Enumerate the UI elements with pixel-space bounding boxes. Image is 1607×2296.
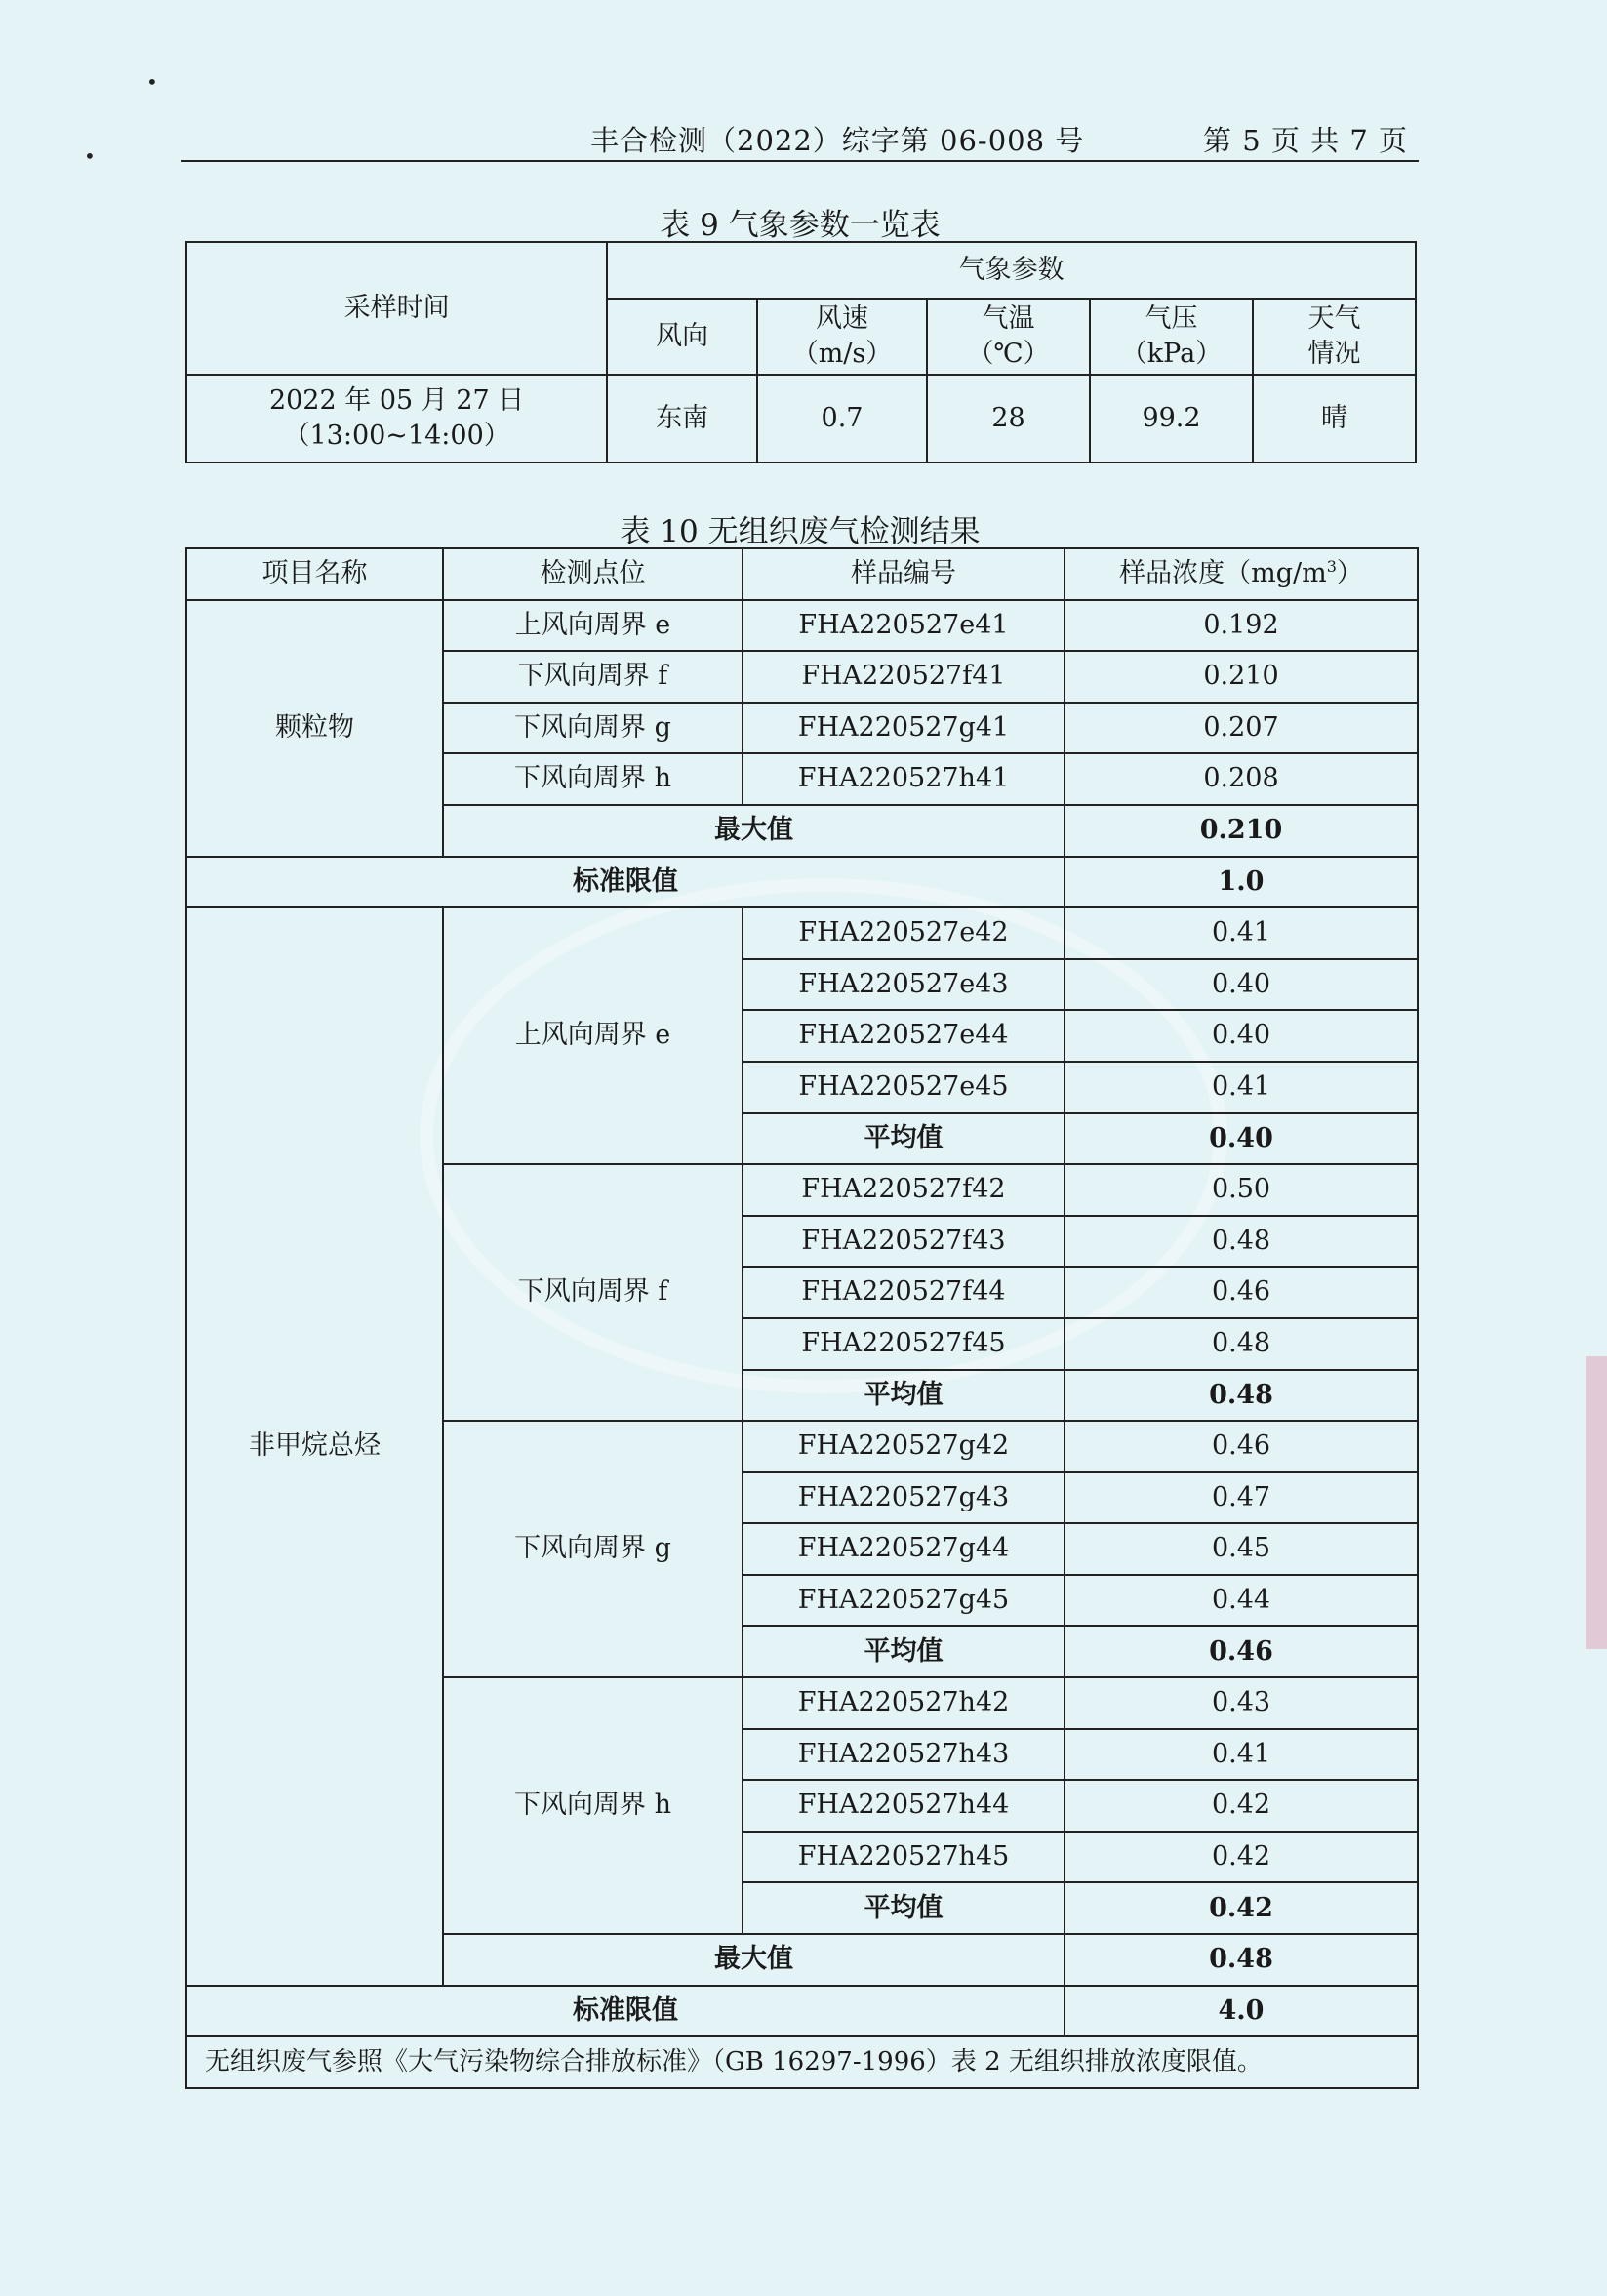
value-cell: 0.42 bbox=[1065, 1780, 1418, 1832]
value-cell: 0.44 bbox=[1065, 1575, 1418, 1627]
value-cell: 0.42 bbox=[1065, 1832, 1418, 1883]
point-cell: 下风向周界 g bbox=[443, 703, 743, 754]
max-label: 最大值 bbox=[443, 1934, 1065, 1986]
max-value: 0.48 bbox=[1065, 1934, 1418, 1986]
value-cell: 0.41 bbox=[1065, 907, 1418, 959]
value-cell: 0.43 bbox=[1065, 1677, 1418, 1729]
results-table bbox=[185, 547, 1419, 2089]
sample-cell: FHA220527f44 bbox=[743, 1267, 1065, 1318]
point-header: 检测点位 bbox=[443, 548, 743, 600]
value-cell: 0.40 bbox=[1065, 1010, 1418, 1062]
sample-cell: FHA220527h42 bbox=[743, 1677, 1065, 1729]
sample-cell: FHA220527g44 bbox=[743, 1523, 1065, 1575]
table-note: 无组织废气参照《大气污染物综合排放标准》（GB 16297-1996）表 2 无组织排放浓度限值。 bbox=[186, 2036, 1418, 2088]
value-cell: 0.45 bbox=[1065, 1523, 1418, 1575]
weather-cell: 晴 bbox=[1253, 375, 1416, 463]
report-number: 丰合检测（2022）综字第 06-008 号 bbox=[590, 124, 1085, 157]
weather-header: 天气 情况 bbox=[1253, 299, 1416, 375]
value-cell: 0.46 bbox=[1065, 1421, 1418, 1472]
table-header-row bbox=[186, 548, 1418, 600]
avg-value: 0.42 bbox=[1065, 1882, 1418, 1934]
point-cell: 下风向周界 h bbox=[443, 1677, 743, 1934]
max-value: 0.210 bbox=[1065, 805, 1418, 857]
sample-cell: FHA220527e44 bbox=[743, 1010, 1065, 1062]
nmhc-name: 非甲烷总烃 bbox=[186, 907, 443, 1985]
point-cell: 下风向周界 h bbox=[443, 753, 743, 805]
avg-label: 平均值 bbox=[743, 1882, 1065, 1934]
pressure-header: 气压 （kPa） bbox=[1090, 299, 1253, 375]
sample-cell: FHA220527h44 bbox=[743, 1780, 1065, 1832]
avg-label: 平均值 bbox=[743, 1626, 1065, 1677]
sampling-time-header: 采样时间 bbox=[186, 242, 607, 375]
sample-cell: FHA220527h43 bbox=[743, 1729, 1065, 1781]
red-stamp-edge bbox=[1586, 1356, 1607, 1649]
limit-label: 标准限值 bbox=[186, 857, 1065, 908]
sample-cell: FHA220527e45 bbox=[743, 1062, 1065, 1113]
pressure-cell: 99.2 bbox=[1090, 375, 1253, 463]
value-cell: 0.192 bbox=[1065, 600, 1418, 652]
sample-cell: FHA220527f42 bbox=[743, 1164, 1065, 1216]
sample-cell: FHA220527e42 bbox=[743, 907, 1065, 959]
sample-cell: FHA220527h45 bbox=[743, 1832, 1065, 1883]
value-cell: 0.48 bbox=[1065, 1216, 1418, 1268]
wind-speed-header: 风速 （m/s） bbox=[757, 299, 927, 375]
sample-cell: FHA220527e43 bbox=[743, 959, 1065, 1011]
value-cell: 0.46 bbox=[1065, 1267, 1418, 1318]
value-cell: 0.48 bbox=[1065, 1318, 1418, 1370]
sample-cell: FHA220527g45 bbox=[743, 1575, 1065, 1627]
limit-value: 1.0 bbox=[1065, 857, 1418, 908]
page-info: 第 5 页 共 7 页 bbox=[1203, 124, 1408, 157]
item-header: 项目名称 bbox=[186, 548, 443, 600]
sample-cell: FHA220527f43 bbox=[743, 1216, 1065, 1268]
sampling-time-cell: 2022 年 05 月 27 日 （13:00~14:00） bbox=[186, 375, 607, 463]
point-cell: 下风向周界 g bbox=[443, 1421, 743, 1677]
point-cell: 下风向周界 f bbox=[443, 1164, 743, 1421]
sample-cell: FHA220527h41 bbox=[743, 753, 1065, 805]
table-row bbox=[186, 600, 1418, 652]
value-cell: 0.40 bbox=[1065, 959, 1418, 1011]
limit-row bbox=[186, 857, 1418, 908]
wind-dir-header: 风向 bbox=[607, 299, 757, 375]
sample-header: 样品编号 bbox=[743, 548, 1065, 600]
sample-cell: FHA220527g43 bbox=[743, 1472, 1065, 1524]
value-cell: 0.47 bbox=[1065, 1472, 1418, 1524]
max-label: 最大值 bbox=[443, 805, 1065, 857]
table10-caption: 表 10 无组织废气检测结果 bbox=[620, 514, 981, 549]
wind-speed-cell: 0.7 bbox=[757, 375, 927, 463]
limit-value: 4.0 bbox=[1065, 1986, 1418, 2037]
point-cell: 上风向周界 e bbox=[443, 600, 743, 652]
temp-header: 气温 （℃） bbox=[927, 299, 1090, 375]
point-cell: 上风向周界 e bbox=[443, 907, 743, 1164]
wind-dir-cell: 东南 bbox=[607, 375, 757, 463]
sample-cell: FHA220527g42 bbox=[743, 1421, 1065, 1472]
avg-value: 0.40 bbox=[1065, 1113, 1418, 1165]
avg-value: 0.48 bbox=[1065, 1370, 1418, 1422]
value-cell: 0.50 bbox=[1065, 1164, 1418, 1216]
value-cell: 0.208 bbox=[1065, 753, 1418, 805]
temp-cell: 28 bbox=[927, 375, 1090, 463]
value-cell: 0.210 bbox=[1065, 651, 1418, 703]
table-row bbox=[186, 907, 1418, 959]
table9-caption: 表 9 气象参数一览表 bbox=[660, 208, 941, 243]
sample-cell: FHA220527g41 bbox=[743, 703, 1065, 754]
avg-label: 平均值 bbox=[743, 1113, 1065, 1165]
conc-header: 样品浓度$(mg/m^3)$ bbox=[1065, 548, 1418, 600]
value-cell: 0.41 bbox=[1065, 1062, 1418, 1113]
sample-cell: FHA220527f45 bbox=[743, 1318, 1065, 1370]
avg-label: 平均值 bbox=[743, 1370, 1065, 1422]
value-cell: 0.207 bbox=[1065, 703, 1418, 754]
particulate-name: 颗粒物 bbox=[186, 600, 443, 857]
point-cell: 下风向周界 f bbox=[443, 651, 743, 703]
limit-row bbox=[186, 1986, 1418, 2037]
scan-mark: • bbox=[84, 144, 96, 168]
sample-cell: FHA220527f41 bbox=[743, 651, 1065, 703]
weather-table bbox=[185, 241, 1417, 463]
note-row bbox=[186, 2036, 1418, 2088]
value-cell: 0.41 bbox=[1065, 1729, 1418, 1781]
scan-mark: • bbox=[146, 70, 158, 94]
weather-params-header: 气象参数 bbox=[607, 242, 1416, 299]
sample-cell: FHA220527e41 bbox=[743, 600, 1065, 652]
header-rule bbox=[181, 160, 1419, 162]
limit-label: 标准限值 bbox=[186, 1986, 1065, 2037]
avg-value: 0.46 bbox=[1065, 1626, 1418, 1677]
